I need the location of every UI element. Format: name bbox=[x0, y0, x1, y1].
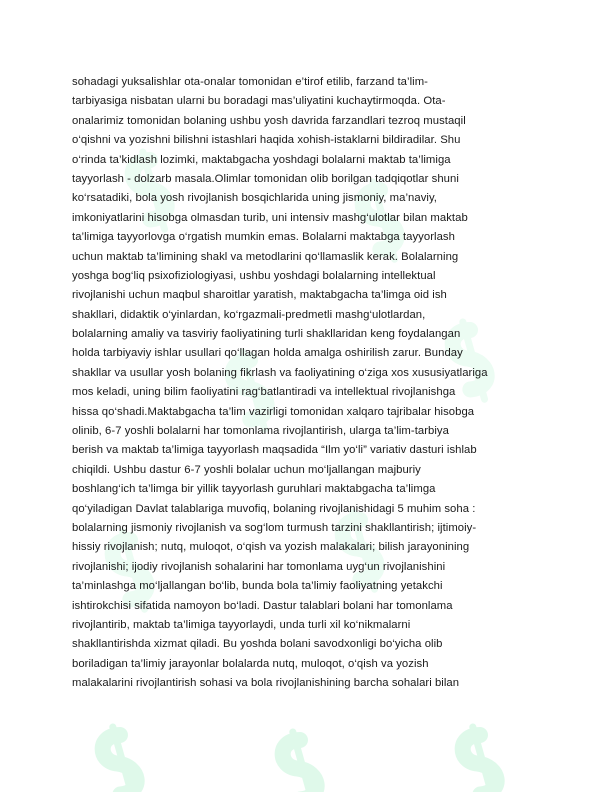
text-line: tarbiyasiga nisbatan ularni bu boradagi mas’uliyatini kuchaytirmoqda. Ota- bbox=[72, 95, 446, 108]
text-line: o‘qishni va yozishni bilishni istashlari haqida xohish-istaklarni bildiradilar. Shu bbox=[72, 134, 461, 147]
text-line: malakalarini rivojlantirish sohasi va bola rivojlanishining barcha sohalari bilan bbox=[72, 677, 460, 690]
text-line: boriladigan ta’limiy jarayonlar bolalarda nutq, muloqot, o‘qish va yozish bbox=[72, 657, 429, 670]
text-line: rivojlanishi uchun maqbul sharoitlar yaratish, maktabgacha ta’limga oid ish bbox=[72, 289, 447, 302]
body-text bbox=[72, 73, 542, 694]
text-line: boshlang‘ich ta’limga bir yillik tayyorlash guruhlari maktabgacha ta’limga bbox=[72, 483, 436, 496]
text-line: chiqildi. Ushbu dastur 6-7 yoshli bolalar uchun mo‘ljallangan majburiy bbox=[72, 463, 421, 476]
text-line: qo‘yiladigan Davlat talablariga muvofiq, bolaning rivojlanishidagi 5 muhim soha : bbox=[72, 502, 476, 515]
text-line: ko‘rsatadiki, bola yosh rivojlanish bosqichlarida uning jismoniy, ma’naviy, bbox=[72, 192, 438, 205]
text-line: berish va maktab ta’limiga tayyorlash maqsadida “Ilm yo‘li” variativ dasturi ishlab bbox=[72, 444, 477, 457]
text-line: shakllari, didaktik o‘yinlardan, ko‘rgazmali-predmetli mashg‘ulotlardan, bbox=[72, 308, 426, 321]
text-line: ta’limiga tayyorlovga o‘rgatish mumkin emas. Bolalarni maktabga tayyorlash bbox=[72, 231, 455, 244]
text-line: rivojlantirib, maktab ta’limiga tayyorlaydi, unda turli xil ko‘nikmalarni bbox=[72, 618, 411, 631]
text-line: hissiy rivojlanish; nutq, muloqot, o‘qish va yozish malakalari; bilish jarayonining bbox=[72, 541, 470, 554]
text-line: yoshga bog‘liq psixofiziologiyasi, ushbu yoshdagi bolalarning intellektual bbox=[72, 269, 436, 282]
text-line: olinib, 6-7 yoshli bolalarni har tomonlama rivojlantirish, ularga ta’lim-tarbiya bbox=[72, 425, 449, 438]
text-line: onalarimiz tomonidan bolaning ushbu yosh davrida farzandlari tezroq mustaqil bbox=[72, 114, 466, 127]
text-line: rivojlanishi; ijodiy rivojlanish sohalarini har tomonlama uyg‘un rivojlanishini bbox=[72, 560, 446, 573]
text-line: tayyorlash - dolzarb masala.Olimlar tomonidan olib borilgan tadqiqotlar shuni bbox=[72, 172, 459, 185]
text-line: bolalarning jismoniy rivojlanish va sog‘lom turmush tarzini shakllantirish; ijtimoiy- bbox=[72, 521, 477, 534]
text-line: imkoniyatlarini hisobga olmasdan turib, uni intensiv mashg‘ulotlar bilan maktab bbox=[72, 211, 468, 224]
text-line: ishtirokchisi sifatida namoyon bo‘ladi. Dastur talablari bolani har tomonlama bbox=[72, 599, 453, 612]
text-line: bolalarning amaliy va tasviriy faoliyatining turli shakllaridan keng foydalangan bbox=[72, 328, 461, 341]
text-line: uchun maktab ta’limining shakl va metodlarini qo‘llamaslik kerak. Bolalarning bbox=[72, 250, 459, 263]
text-line: ta’minlashga mo‘ljallangan bo‘lib, bunda bola ta’limiy faoliyatning yetakchi bbox=[72, 580, 443, 593]
text-line: shakllantirishda xizmat qiladi. Bu yoshda bolani savodxonligi bo‘yicha olib bbox=[72, 638, 443, 651]
text-line: mos keladi, uning bilim faoliyatini rag‘batlantiradi va intellektual rivojlanishga bbox=[72, 386, 456, 399]
text-line: o‘rinda ta’kidlash lozimki, maktabgacha yoshdagi bolalarni maktab ta’limiga bbox=[72, 153, 451, 166]
text-line: sohadagi yuksalishlar ota-onalar tomonidan e’tirof etilib, farzand ta’lim- bbox=[72, 76, 428, 88]
text-line: hissa qo‘shadi.Maktabgacha ta’lim vazirligi tomonidan xalqaro tajribalar hisobga bbox=[72, 405, 475, 418]
text-line: shakllar va usullar yosh bolaning fikrlash va faoliyatining o‘ziga xos xususiyatlariga bbox=[72, 366, 488, 379]
text-line: holda tarbiyaviy ishlar usullari qo‘llagan holda amalga oshirilish zarur. Bunday bbox=[72, 347, 463, 360]
